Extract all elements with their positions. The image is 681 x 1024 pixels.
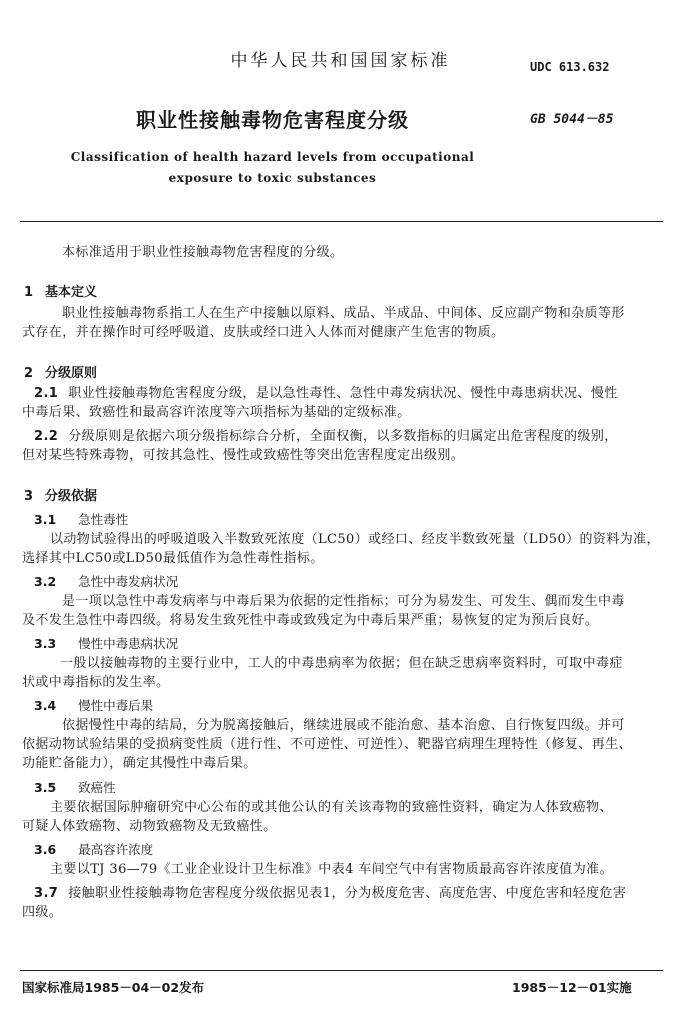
clause-title: 慢性中毒后果 — [78, 698, 154, 713]
clause-3-3-body — [22, 654, 662, 692]
section-1-body — [22, 304, 662, 342]
clause-3-6-title — [34, 840, 153, 858]
effective-date: 1985－12－01实施 — [512, 980, 632, 995]
clause-number: 3.5 — [34, 780, 57, 795]
section-title: 分级原则 — [45, 366, 98, 381]
text-line: 以动物试验得出的呼吸道吸入半数致死浓度（LC50）或经口、经皮半数致死量（LD50）的资料为准， — [50, 532, 660, 547]
clause-3-4-title — [34, 696, 153, 714]
footer-divider — [20, 970, 663, 971]
clause-number: 2.1 — [34, 386, 59, 401]
issue-date: 国家标准局1985－04－02发布 — [22, 980, 205, 995]
clause-3-3-title — [34, 634, 178, 652]
section-number: 2 — [24, 366, 34, 381]
intro-text: 本标准适用于职业性接触毒物危害程度的分级。 — [62, 245, 344, 260]
text-line: 主要依据国际肿瘤研究中心公布的或其他公认的有关该毒物的致癌性资料，确定为人体致癌物、 — [50, 800, 613, 815]
text-line: 但对某些特殊毒物，可按其急性、慢性或致癌性等突出危害程度定出级别。 — [22, 448, 465, 463]
clause-2-1 — [22, 384, 662, 422]
section-number: 3 — [24, 489, 34, 504]
clause-number: 3.2 — [34, 574, 57, 589]
clause-number: 3.7 — [34, 886, 59, 901]
clause-title: 慢性中毒患病状况 — [78, 636, 179, 651]
clause-number: 3.6 — [34, 842, 57, 857]
text-line: 是一项以急性中毒发病率与中毒后果为依据的定性指标；可分为易发生、可发生、偶而发生中毒 — [62, 594, 625, 609]
english-title-line-2: exposure to toxic substances — [168, 171, 377, 185]
section-1-heading — [24, 281, 97, 300]
text-line: 及不发生急性中毒四级。将易发生致死性中毒或致残定为中毒后果严重；易恢复的定为预后良好。 — [22, 613, 599, 628]
clause-3-1-body — [22, 530, 662, 568]
clause-number: 3.1 — [34, 512, 57, 527]
text-line: 状或中毒指标的发生率。 — [22, 675, 170, 690]
header-divider — [20, 221, 663, 222]
national-standard-label: 中华人民共和国国家标准 — [230, 51, 451, 71]
clause-3-2-body — [22, 592, 662, 630]
text-line: 选择其中LC50或LD50最低值作为急性毒性指标。 — [22, 551, 324, 566]
text-line: 分级原则是依据六项分级指标综合分析，全面权衡，以多数指标的归属定出危害程度的级别， — [68, 429, 618, 444]
english-title-line-1: Classification of health hazard levels from occupational — [70, 150, 475, 164]
clause-3-1-title — [34, 510, 128, 528]
text-line: 可疑人体致癌物、动物致癌物及无致癌性。 — [22, 819, 277, 834]
clause-3-5-body — [22, 798, 662, 836]
clause-3-5-title — [34, 778, 116, 796]
text-line: 一般以接触毒物的主要行业中，工人的中毒患病率为依据；但在缺乏患病率资料时，可取中毒症 — [60, 656, 623, 671]
clause-number: 3.4 — [34, 698, 57, 713]
gb-number: GB 5044－85 — [530, 112, 614, 127]
document-title: 职业性接触毒物危害程度分级 — [136, 108, 409, 132]
section-title: 基本定义 — [45, 285, 98, 300]
section-2-heading — [24, 362, 97, 381]
section-number: 1 — [24, 285, 34, 300]
text-line: 依据动物试验结果的受损病变性质（进行性、不可逆性、可逆性）、靶器官病理生理特性（修复、再生、 — [22, 737, 632, 752]
text-line: 依据慢性中毒的结局，分为脱离接触后，继续进展或不能治愈、基本治愈、自行恢复四级。并可 — [62, 718, 625, 733]
clause-number: 3.3 — [34, 636, 57, 651]
clause-3-7 — [22, 884, 662, 922]
clause-3-6-body — [22, 860, 662, 879]
clause-title: 急性毒性 — [78, 512, 129, 527]
text-line: 功能贮备能力），确定其慢性中毒后果。 — [22, 756, 257, 771]
clause-title: 急性中毒发病状况 — [78, 574, 179, 589]
section-3-heading — [24, 485, 97, 504]
clause-2-2 — [22, 427, 662, 465]
text-line: 四级。 — [22, 905, 63, 920]
section-title: 分级依据 — [45, 489, 98, 504]
clause-number: 2.2 — [34, 429, 59, 444]
text-line: 中毒后果、致癌性和最高容许浓度等六项指标为基础的定级标准。 — [22, 405, 411, 420]
text-line: 职业性接触毒物危害程度分级，是以急性毒性、急性中毒发病状况、慢性中毒患病状况、慢性 — [68, 386, 618, 401]
text-line: 式存在，并在操作时可经呼吸道、皮肤或经口进入人体而对健康产生危害的物质。 — [22, 325, 505, 340]
text-line: 职业性接触毒物系指工人在生产中接触以原料、成品、半成品、中间体、反应副产物和杂质等形 — [62, 306, 625, 321]
clause-3-2-title — [34, 572, 178, 590]
udc-code: UDC 613.632 — [530, 60, 610, 74]
text-line: 接触职业性接触毒物危害程度分级依据见表1，分为极度危害、高度危害、中度危害和轻度危害 — [68, 886, 627, 901]
text-line: 主要以TJ 36—79《工业企业设计卫生标准》中表4 车间空气中有害物质最高容许浓度值为准。 — [50, 862, 613, 877]
clause-title: 最高容许浓度 — [78, 842, 154, 857]
clause-title: 致癌性 — [78, 780, 116, 795]
clause-3-4-body — [22, 716, 662, 773]
